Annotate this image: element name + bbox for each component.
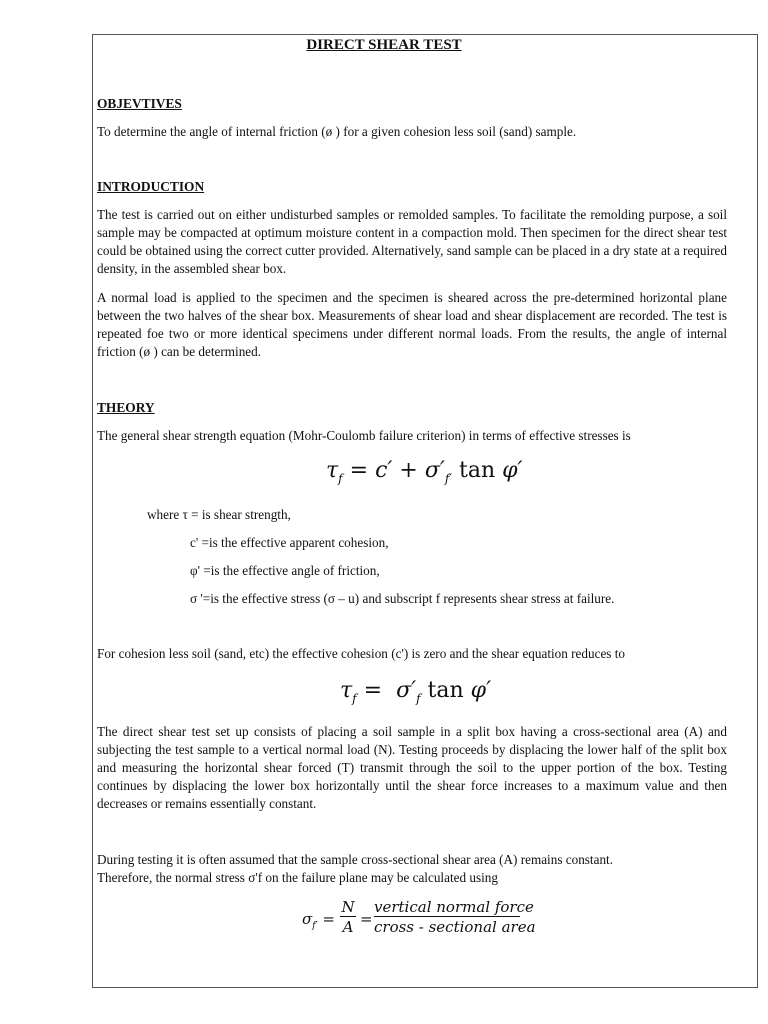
eq1-tau: τ	[326, 458, 339, 483]
eq3-den: A	[342, 918, 354, 936]
objectives-text: To determine the angle of internal friction (ø ) for a given cohesion less soil (sand) sample.	[97, 124, 577, 139]
introduction-heading: INTRODUCTION	[97, 179, 205, 194]
mohr-coulomb-equation	[326, 456, 523, 493]
eq3-sigma: σ	[302, 910, 313, 928]
eq3-fraction-1	[340, 898, 356, 937]
eq1-phi: φ′	[502, 458, 523, 483]
eq1-sigma-sub: f′	[444, 471, 453, 486]
page-title: DIRECT SHEAR TEST	[306, 37, 462, 53]
eq2-sigma-sub: f	[416, 691, 421, 706]
eq3-equals: =	[322, 910, 335, 928]
eq2-sigma: σ′	[396, 678, 417, 703]
eq3-sigma-sub: f′	[312, 921, 318, 931]
eq2-equals: =	[363, 678, 383, 703]
eq3-num: N	[341, 898, 355, 916]
theory-intro: The general shear strength equation (Mohr-Coulomb failure criterion) in terms of effective stresses is	[97, 428, 631, 443]
objectives-heading: OBJEVTIVES	[97, 96, 182, 111]
eq1-c: c′	[375, 458, 393, 483]
eq1-tau-sub: f	[338, 471, 343, 486]
eq3-den-text: cross - sectional area	[374, 918, 536, 936]
definition-sigma: σ '=is the effective stress (σ – u) and subscript f represents shear stress at failure.	[190, 591, 615, 606]
eq2-tau-sub: f	[352, 691, 357, 706]
eq3-equals-2: =	[360, 910, 373, 928]
eq2-tau: τ	[340, 678, 353, 703]
introduction-paragraph-2: A normal load is applied to the specimen and the specimen is sheared across the pre-determined horizontal plane between the two halves of the shear box. Measurements of shear load and shear displacement are recorded. The test is repeated foe two or more identical specimens under different normal loads. From the results, the angle of internal friction (ø ) can be determined.	[97, 290, 727, 359]
eq2-phi: φ′	[470, 678, 492, 703]
definition-phi: φ' =is the effective angle of friction,	[190, 563, 380, 578]
eq2-tan: tan	[427, 678, 464, 703]
setup-paragraph: The direct shear test set up consists of placing a soil sample in a split box having a cross-sectional area (A) and subjecting the test sample to a vertical normal load (N). Testing proceeds by displacing the lower half of the split box and measuring the horizontal shear forced (T) transmit through the soil to the upper portion of the box. Testing continues by displacing the lower box horizontally until the shear force increases to a maximum value and then decreases or remains essentially constant.	[97, 724, 727, 811]
cohesionless-text: For cohesion less soil (sand, etc) the effective cohesion (c') is zero and the shear equation reduces to	[97, 646, 625, 661]
cohesionless-equation	[340, 676, 491, 713]
definition-c: c' =is the effective apparent cohesion,	[190, 535, 389, 550]
testing-line-1: During testing it is often assumed that the sample cross-sectional shear area (A) remains constant.	[97, 852, 613, 867]
eq3-lhs	[302, 910, 335, 931]
eq1-tan: tan	[459, 458, 496, 483]
theory-heading: THEORY	[97, 400, 155, 415]
eq1-plus: +	[399, 458, 418, 483]
definition-tau: where τ = is shear strength,	[147, 507, 291, 522]
introduction-paragraph-1: The test is carried out on either undisturbed samples or remolded samples. To facilitate the remolding purpose, a soil sample may be compacted at optimum moisture content in a compaction mold. Then specimen for the direct shear test could be obtained using the correct cutter provided. Alternatively, sand sample can be placed in a dry state at a required density, in the assembled shear box.	[97, 207, 727, 276]
eq3-num-text: vertical normal force	[374, 898, 534, 916]
eq1-equals: =	[349, 458, 369, 483]
eq1-sigma: σ′	[424, 458, 445, 483]
eq3-fraction-2	[374, 898, 536, 937]
testing-line-2: Therefore, the normal stress σ'f on the failure plane may be calculated using	[97, 870, 498, 885]
